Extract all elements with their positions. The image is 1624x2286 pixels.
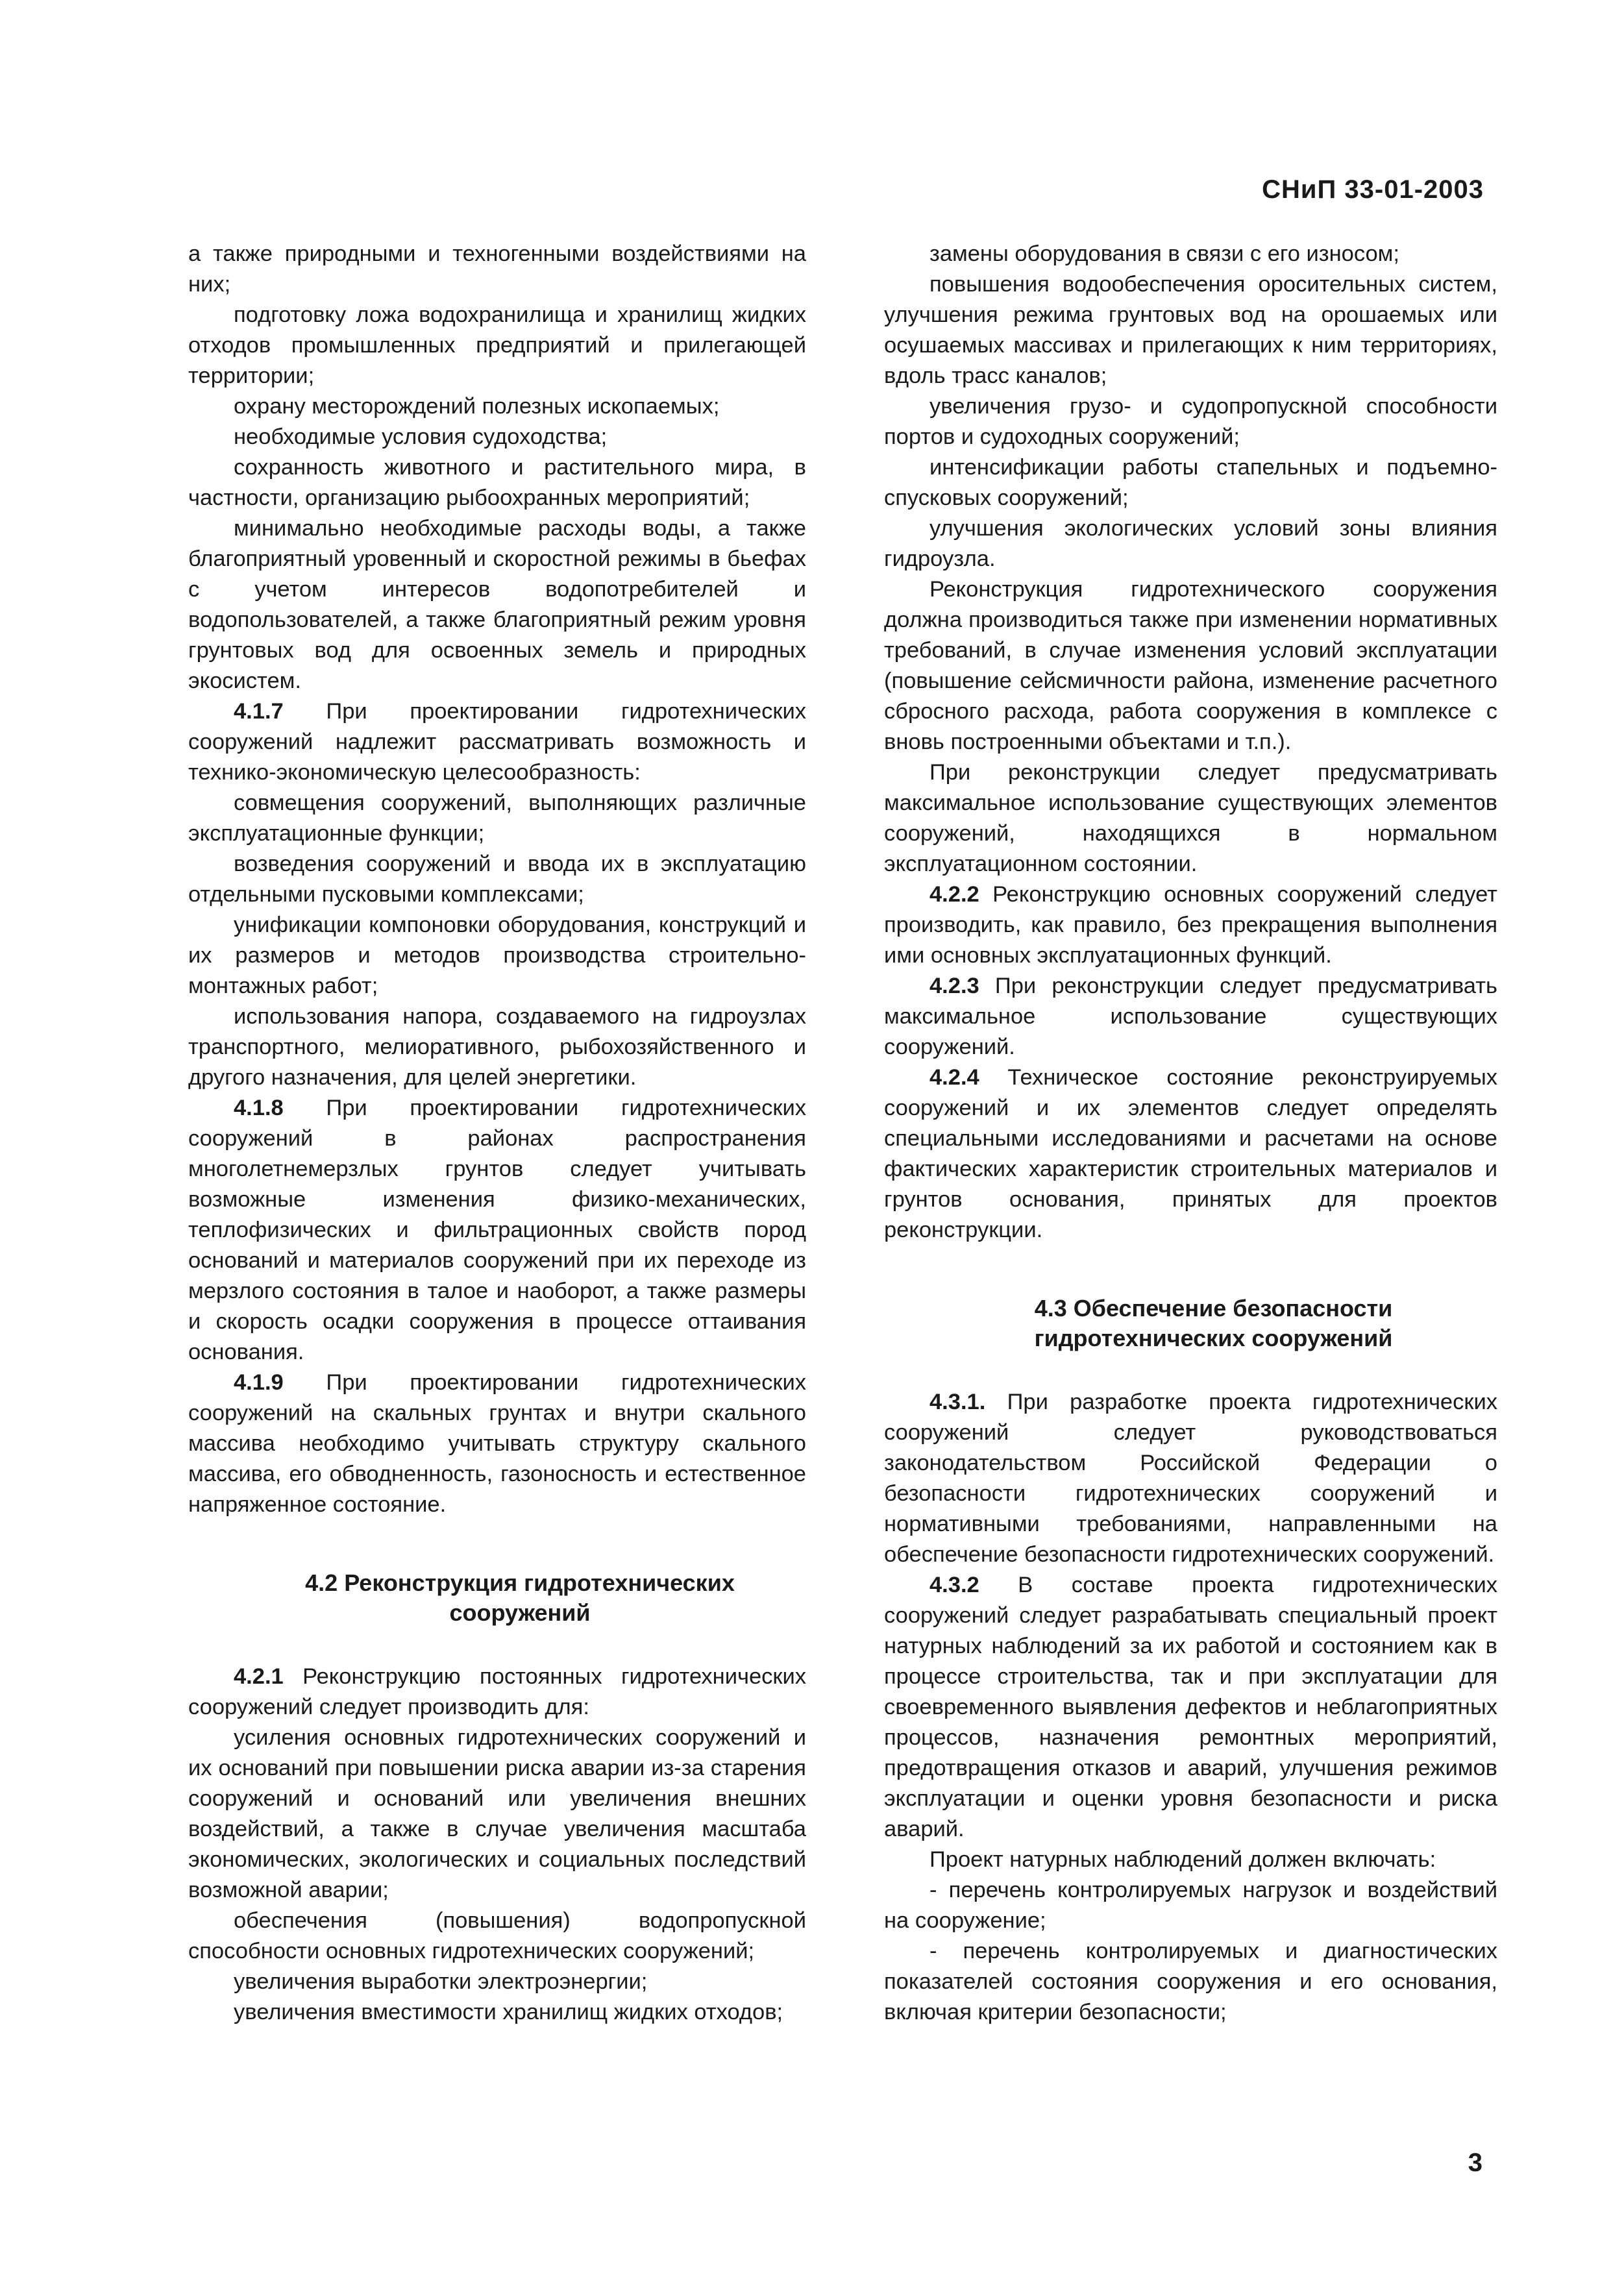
list-item: - перечень контролируемых и диагностических показателей состояния сооружения и его основания, включая критерии безопасности;	[884, 1939, 1497, 2024]
page-number: 3	[1468, 2148, 1483, 2177]
clause-4-2-1	[188, 1662, 806, 1723]
clause-number: 4.2.1	[234, 1664, 284, 1689]
clause-number: 4.2.2	[929, 882, 979, 907]
paragraph: а также природными и техногенными воздействиями на них;	[188, 241, 806, 297]
list-item: усиления основных гидротехнических сооружений и их оснований при повышении риска аварии из-за старения сооружений и оснований или увеличения внешних воздействий, а также в случае увеличения масштаба экономических, экологических и социальных последствий возможной аварии;	[188, 1725, 806, 1902]
paragraph: Реконструкция гидротехнического сооружения должна производиться также при изменении нормативных требований, в случае изменения условий эксплуатации (повышение сейсмичности района, изменение расчетного сбросного расхода, работа сооружения в комплексе с вновь построенными объектами и т.п.).	[884, 577, 1497, 754]
clause-number: 4.1.9	[234, 1370, 284, 1395]
clause-4-1-7	[188, 696, 806, 788]
clause-text: Техническое состояние реконструируемых сооружений и их элементов следует определять специальными исследованиями и расчетами на основе фактических характеристик строительных материалов и грунтов основания, принятых для проектов реконструкции.	[884, 1065, 1497, 1242]
list-item: унификации компоновки оборудования, конструкций и их размеров и методов производства строительно-монтажных работ;	[188, 913, 806, 998]
clause-number: 4.1.8	[234, 1096, 284, 1120]
list-item: минимально необходимые расходы воды, а также благоприятный уровенный и скоростной режимы в бьефах с учетом интересов водопотребителей и водопользователей, а также благоприятный режим уровня грунтовых вод для освоенных земель и природных экосистем.	[188, 516, 806, 693]
clause-4-1-8	[188, 1093, 806, 1368]
clause-text: При проектировании гидротехнических сооружений в районах распространения многолетнемерзлых грунтов следует учитывать возможные изменения физико-механических, теплофизических и фильтрационных свойств пород оснований и материалов сооружений при их переходе из мерзлого состояния в талое и наоборот, а также размеры и скорость осадки сооружения в процессе оттаивания основания.	[188, 1096, 806, 1364]
clause-number: 4.3.1.	[929, 1390, 986, 1414]
clause-text: В составе проекта гидротехнических сооружений следует разрабатывать специальный проект натурных наблюдений за их работой и состоянием как в процессе строительства, так и при эксплуатации для своевременного выявления дефектов и неблагоприятных процессов, назначения ремонтных мероприятий, предотвращения отказов и аварий, улучшения режимов эксплуатации и оценки уровня безопасности и риска аварий.	[884, 1573, 1497, 1841]
clause-text: При разработке проекта гидротехнических сооружений следует руководствоваться законодательством Российской Федерации о безопасности гидротехнических сооружений и нормативными требованиями, направленными на обеспечение безопасности гидротехнических сооружений.	[884, 1390, 1497, 1567]
list-item: увеличения вместимости хранилищ жидких отходов;	[234, 2000, 783, 2024]
list-item: замены оборудования в связи с его износом;	[929, 241, 1399, 266]
list-item: подготовку ложа водохранилища и хранилищ жидких отходов промышленных предприятий и прилегающей территории;	[188, 302, 806, 388]
clause-4-2-3	[884, 971, 1497, 1063]
clause-4-3-1	[884, 1387, 1497, 1570]
list-item: использования напора, создаваемого на гидроузлах транспортного, мелиоративного, рыбохозяйственного и другого назначения, для целей энергетики.	[188, 1004, 806, 1090]
list-item: - перечень контролируемых нагрузок и воздействий на сооружение;	[884, 1878, 1497, 1933]
clause-number: 4.2.3	[929, 974, 979, 998]
list-item: возведения сооружений и ввода их в эксплуатацию отдельными пусковыми комплексами;	[188, 852, 806, 907]
clause-text: Реконструкцию постоянных гидротехнических сооружений следует производить для:	[188, 1664, 806, 1719]
left-column	[188, 239, 806, 2028]
clause-number: 4.1.7	[234, 699, 284, 724]
section-heading-4-2: 4.2 Реконструкция гидротехнических сооружений	[305, 1569, 735, 1626]
list-item: увеличения грузо- и судопропускной способности портов и судоходных сооружений;	[884, 394, 1497, 449]
clause-number: 4.2.4	[929, 1065, 979, 1090]
list-item: улучшения экологических условий зоны влияния гидроузла.	[884, 516, 1497, 571]
clause-number: 4.3.2	[929, 1573, 979, 1597]
section-heading-4-3: 4.3 Обеспечение безопасности гидротехнических сооружений	[1034, 1295, 1393, 1351]
list-item: повышения водообеспечения оросительных систем, улучшения режима грунтовых вод на орошаемых или осушаемых массивах и прилегающих к ним территориях, вдоль трасс каналов;	[884, 272, 1497, 388]
right-column	[884, 239, 1497, 2028]
clause-text: При проектировании гидротехнических сооружений на скальных грунтах и внутри скального массива необходимо учитывать структуру скального массива, его обводненность, газоносность и естественное напряженное состояние.	[188, 1370, 806, 1517]
clause-text: При проектировании гидротехнических сооружений надлежит рассматривать возможность и технико-экономическую целесообразность:	[188, 699, 806, 785]
clause-text: Реконструкцию основных сооружений следует производить, как правило, без прекращения выполнения ими основных эксплуатационных функций.	[884, 882, 1497, 968]
list-item: увеличения выработки электроэнергии;	[234, 1969, 648, 1994]
list-item: охрану месторождений полезных ископаемых;	[234, 394, 720, 419]
list-item: сохранность животного и растительного мира, в частности, организацию рыбоохранных мероприятий;	[188, 455, 806, 510]
list-item: интенсификации работы стапельных и подъемно-спусковых сооружений;	[884, 455, 1497, 510]
document-code: СНиП 33-01-2003	[1262, 175, 1484, 204]
list-item: совмещения сооружений, выполняющих различные эксплуатационные функции;	[188, 791, 806, 846]
list-item: обеспечения (повышения) водопропускной способности основных гидротехнических сооружений;	[188, 1908, 806, 1963]
clause-4-2-2	[884, 879, 1497, 971]
clause-4-1-9	[188, 1368, 806, 1520]
paragraph: Проект натурных наблюдений должен включать:	[929, 1847, 1436, 1872]
clause-4-2-4	[884, 1063, 1497, 1246]
list-item: необходимые условия судоходства;	[234, 424, 608, 449]
clause-text: При реконструкции следует предусматривать максимальное использование существующих сооружений.	[884, 974, 1497, 1059]
paragraph: При реконструкции следует предусматривать максимальное использование существующих элементов сооружений, находящихся в нормальном эксплуатационном состоянии.	[884, 760, 1497, 876]
clause-4-3-2	[884, 1570, 1497, 1845]
